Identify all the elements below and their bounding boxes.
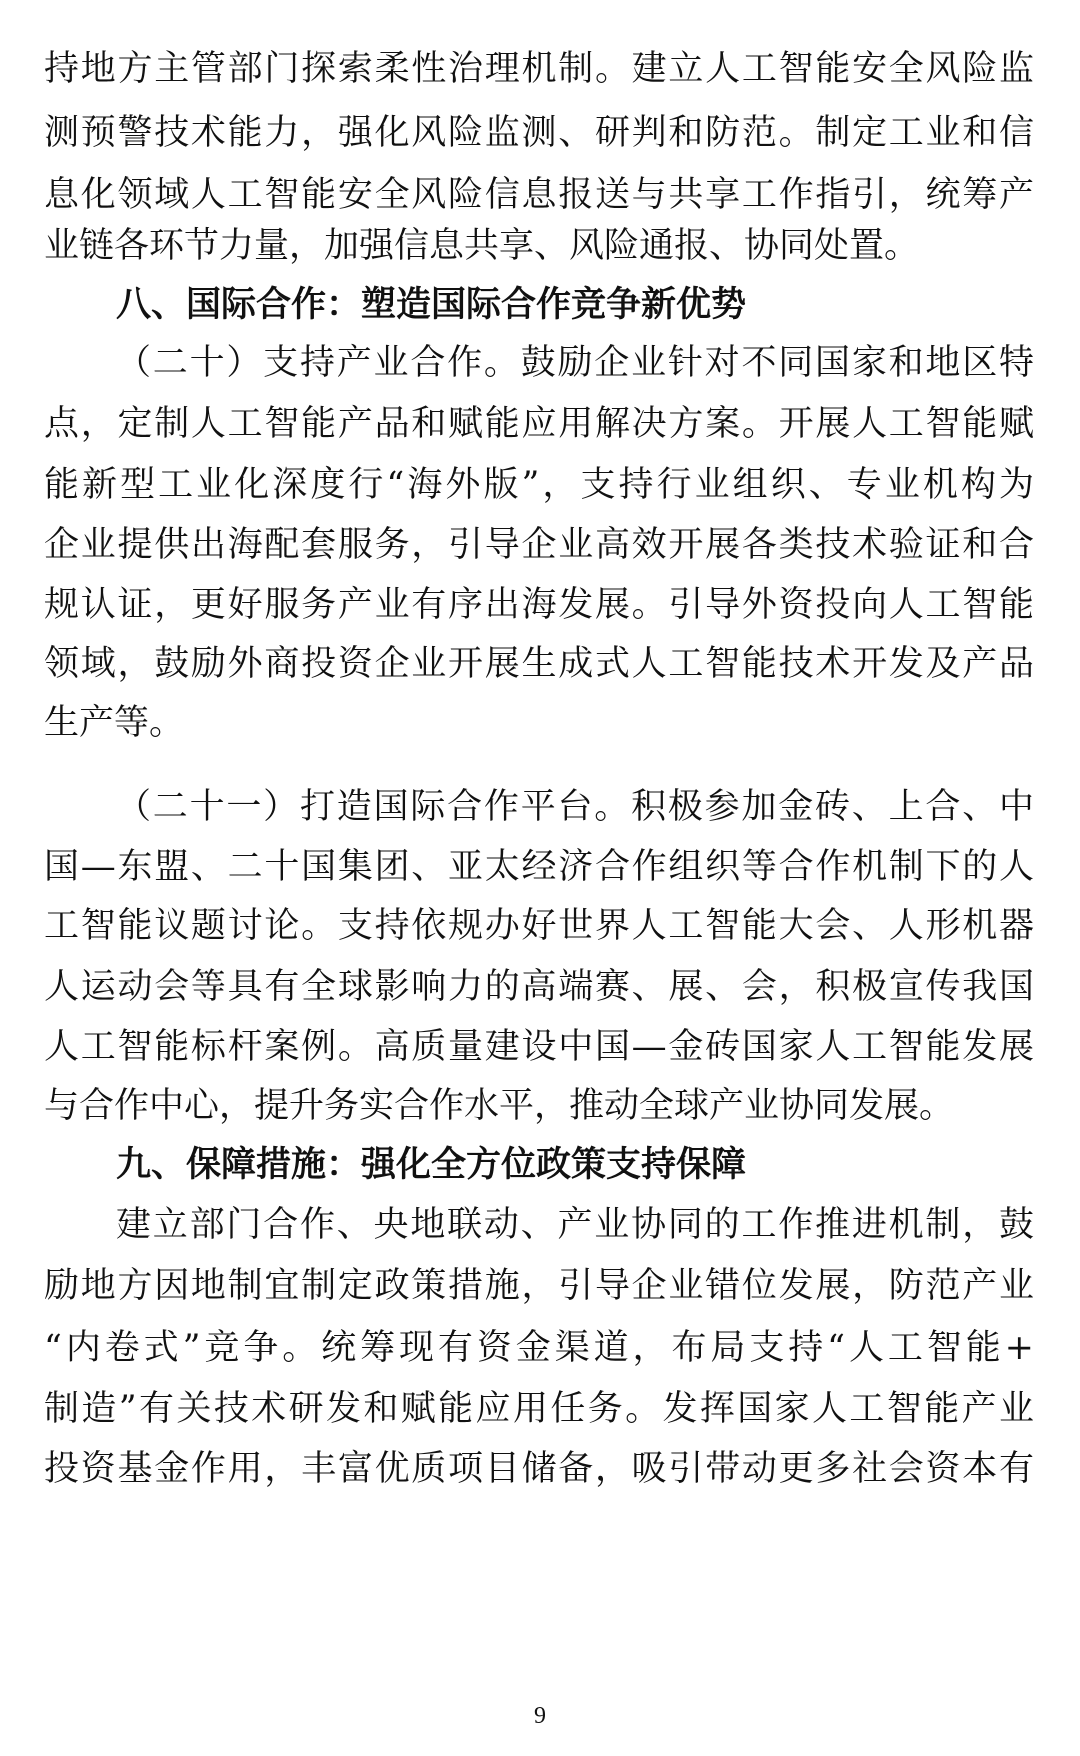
line-text: 建立部门合作、央地联动、产业协同的工作推进机制，鼓 <box>116 1205 1034 1245</box>
body-text-line <box>0 572 1080 638</box>
line-text: 国—东盟、二十国集团、亚太经济合作组织等合作机制下的人 <box>44 847 1034 887</box>
line-text: 规认证，更好服务产业有序出海发展。引导外资投向人工智能 <box>44 585 1034 625</box>
line-text: 工智能议题讨论。支持依规办好世界人工智能大会、人形机器 <box>44 906 1034 946</box>
body-text-line <box>0 36 1080 102</box>
body-text-line <box>0 774 1080 840</box>
body-text-line <box>0 631 1080 697</box>
line-text: （二十）支持产业合作。鼓励企业针对不同国家和地区特 <box>116 343 1034 383</box>
heading-text: 八、国际合作：塑造国际合作竞争新优势 <box>116 285 747 325</box>
body-text-line <box>0 391 1080 457</box>
section-heading <box>0 272 1080 338</box>
line-text: 测预警技术能力，强化风险监测、研判和防范。制定工业和信 <box>44 113 1034 153</box>
line-text: 生产等。 <box>44 703 185 743</box>
body-text-line <box>0 1253 1080 1319</box>
line-text: 制造”有关技术研发和赋能应用任务。发挥国家人工智能产业 <box>44 1389 1034 1429</box>
line-text: 投资基金作用，丰富优质项目储备，吸引带动更多社会资本有 <box>44 1449 1034 1489</box>
heading-text: 九、保障措施：强化全方位政策支持保障 <box>116 1145 747 1185</box>
line-text: 业链各环节力量，加强信息共享、风险通报、协同处置。 <box>44 226 920 266</box>
page-number: 9 <box>534 1703 546 1729</box>
body-text-line <box>0 330 1080 396</box>
body-text-line <box>0 1376 1080 1442</box>
body-text-line <box>0 1192 1080 1258</box>
body-text-line <box>0 834 1080 900</box>
body-text-line <box>0 1073 1080 1139</box>
line-text: 能新型工业化深度行“海外版”，支持行业组织、专业机构为 <box>44 465 1034 505</box>
line-text: 励地方因地制宜制定政策措施，引导企业错位发展，防范产业 <box>44 1266 1034 1306</box>
body-text-line <box>0 1436 1080 1502</box>
body-text-line <box>0 100 1080 166</box>
body-text-line <box>0 512 1080 578</box>
line-text: 与合作中心，提升务实合作水平，推动全球产业协同发展。 <box>44 1086 955 1126</box>
line-text: 持地方主管部门探索柔性治理机制。建立人工智能安全风险监 <box>44 49 1034 89</box>
body-text-line <box>0 1014 1080 1080</box>
body-text-line <box>0 452 1080 518</box>
line-text: （二十一）打造国际合作平台。积极参加金砖、上合、中 <box>116 787 1034 827</box>
section-heading <box>0 1132 1080 1198</box>
line-text: 人运动会等具有全球影响力的高端赛、展、会，积极宣传我国 <box>44 967 1034 1007</box>
body-text-line <box>0 954 1080 1020</box>
body-text-line <box>0 213 1080 279</box>
line-text: “内卷式”竞争。统筹现有资金渠道，布局支持“人工智能+ <box>44 1328 1034 1368</box>
line-text: 点，定制人工智能产品和赋能应用解决方案。开展人工智能赋 <box>44 404 1034 444</box>
body-text-line <box>0 893 1080 959</box>
line-text: 企业提供出海配套服务，引导企业高效开展各类技术验证和合 <box>44 525 1034 565</box>
line-text: 人工智能标杆案例。高质量建设中国—金砖国家人工智能发展 <box>44 1027 1034 1067</box>
line-text: 息化领域人工智能安全风险信息报送与共享工作指引，统筹产 <box>44 175 1034 215</box>
line-text: 领域，鼓励外商投资企业开展生成式人工智能技术开发及产品 <box>44 644 1034 684</box>
body-text-line <box>0 690 1080 756</box>
body-text-line <box>0 1315 1080 1381</box>
